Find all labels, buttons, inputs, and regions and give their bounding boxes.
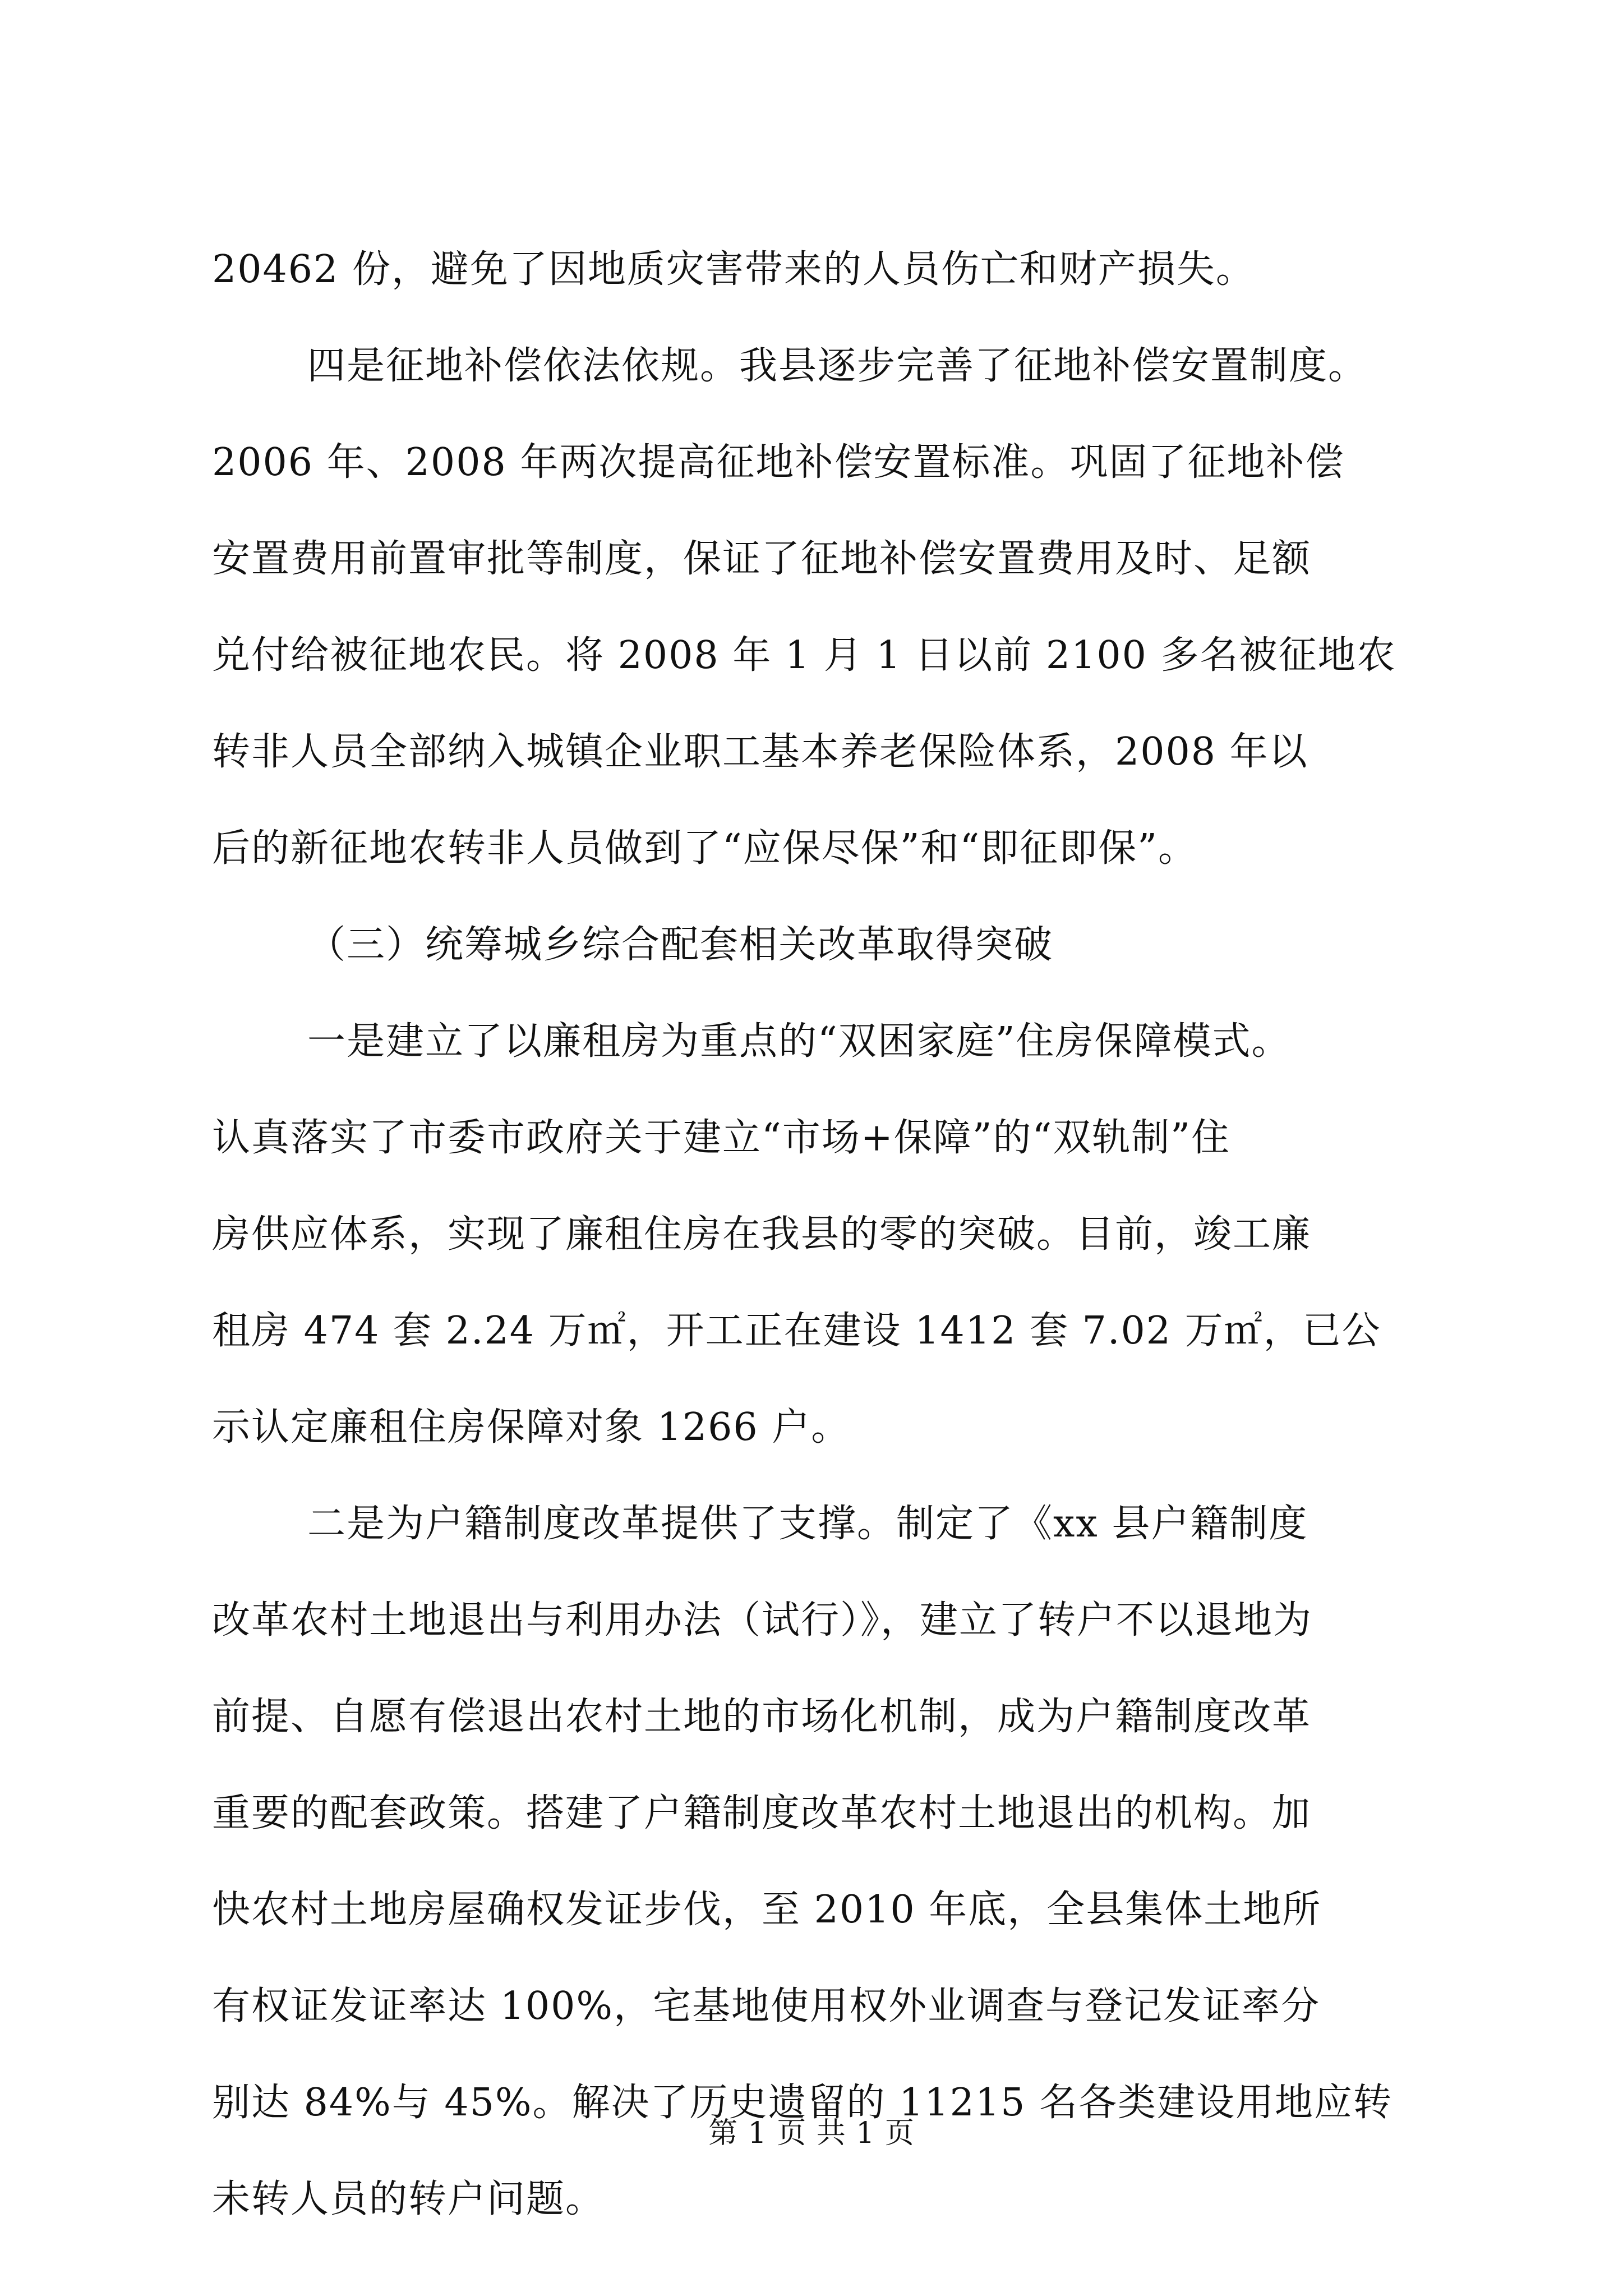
body-line-17: 重要的配套政策。搭建了户籍制度改革农村土地退出的机构。加 <box>212 1791 1312 1835</box>
document-body <box>212 222 1423 2248</box>
body-line-7: 后的新征地农转非人员做到了“应保尽保”和“即征即保”。 <box>212 826 1198 871</box>
body-line-19: 有权证发证率达 100%，宅基地使用权外业调查与登记发证率分 <box>212 1984 1321 2028</box>
body-line-10: 认真落实了市委市政府关于建立“市场+保障”的“双轨制”住 <box>212 1116 1231 1160</box>
body-line-11: 房供应体系，实现了廉租住房在我县的零的突破。目前，竣工廉 <box>212 1212 1312 1257</box>
body-line-6: 转非人员全部纳入城镇企业职工基本养老保险体系，2008 年以 <box>212 730 1308 774</box>
body-line-18: 快农村土地房屋确权发证步伐，至 2010 年底，全县集体土地所 <box>212 1888 1322 1932</box>
body-line-14: 二是为户籍制度改革提供了支撑。制定了《xx 县户籍制度 <box>307 1502 1308 1546</box>
body-line-20: 别达 84%与 45%。解决了历史遗留的 11215 名各类建设用地应转 <box>212 2081 1393 2125</box>
page-footer <box>0 2109 1623 2151</box>
body-line-16: 前提、自愿有偿退出农村土地的市场化机制，成为户籍制度改革 <box>212 1695 1312 1739</box>
body-line-2: 四是征地补偿依法依规。我县逐步完善了征地补偿安置制度。 <box>307 344 1368 388</box>
body-line-3: 2006 年、2008 年两次提高征地补偿安置标准。巩固了征地补偿 <box>212 440 1345 485</box>
body-line-9: 一是建立了以廉租房为重点的“双困家庭”住房保障模式。 <box>307 1019 1291 1064</box>
body-line-4: 安置费用前置审批等制度，保证了征地补偿安置费用及时、足额 <box>212 537 1312 581</box>
body-line-13: 示认定廉租住房保障对象 1266 户。 <box>212 1405 851 1450</box>
body-line-15: 改革农村土地退出与利用办法（试行）》，建立了转户不以退地为 <box>212 1598 1313 1642</box>
section-heading: （三）统筹城乡综合配套相关改革取得突破 <box>307 923 1054 967</box>
page-number-label: 第 1 页 共 1 页 <box>708 2116 915 2150</box>
body-line-1: 20462 份，避免了因地质灾害带来的人员伤亡和财产损失。 <box>212 247 1255 292</box>
body-line-12: 租房 474 套 2.24 万㎡，开工正在建设 1412 套 7.02 万㎡，已公 <box>212 1309 1381 1353</box>
body-line-21: 未转人员的转户问题。 <box>212 2177 605 2221</box>
body-line-5: 兑付给被征地农民。将 2008 年 1 月 1 日以前 2100 多名被征地农 <box>212 633 1396 678</box>
